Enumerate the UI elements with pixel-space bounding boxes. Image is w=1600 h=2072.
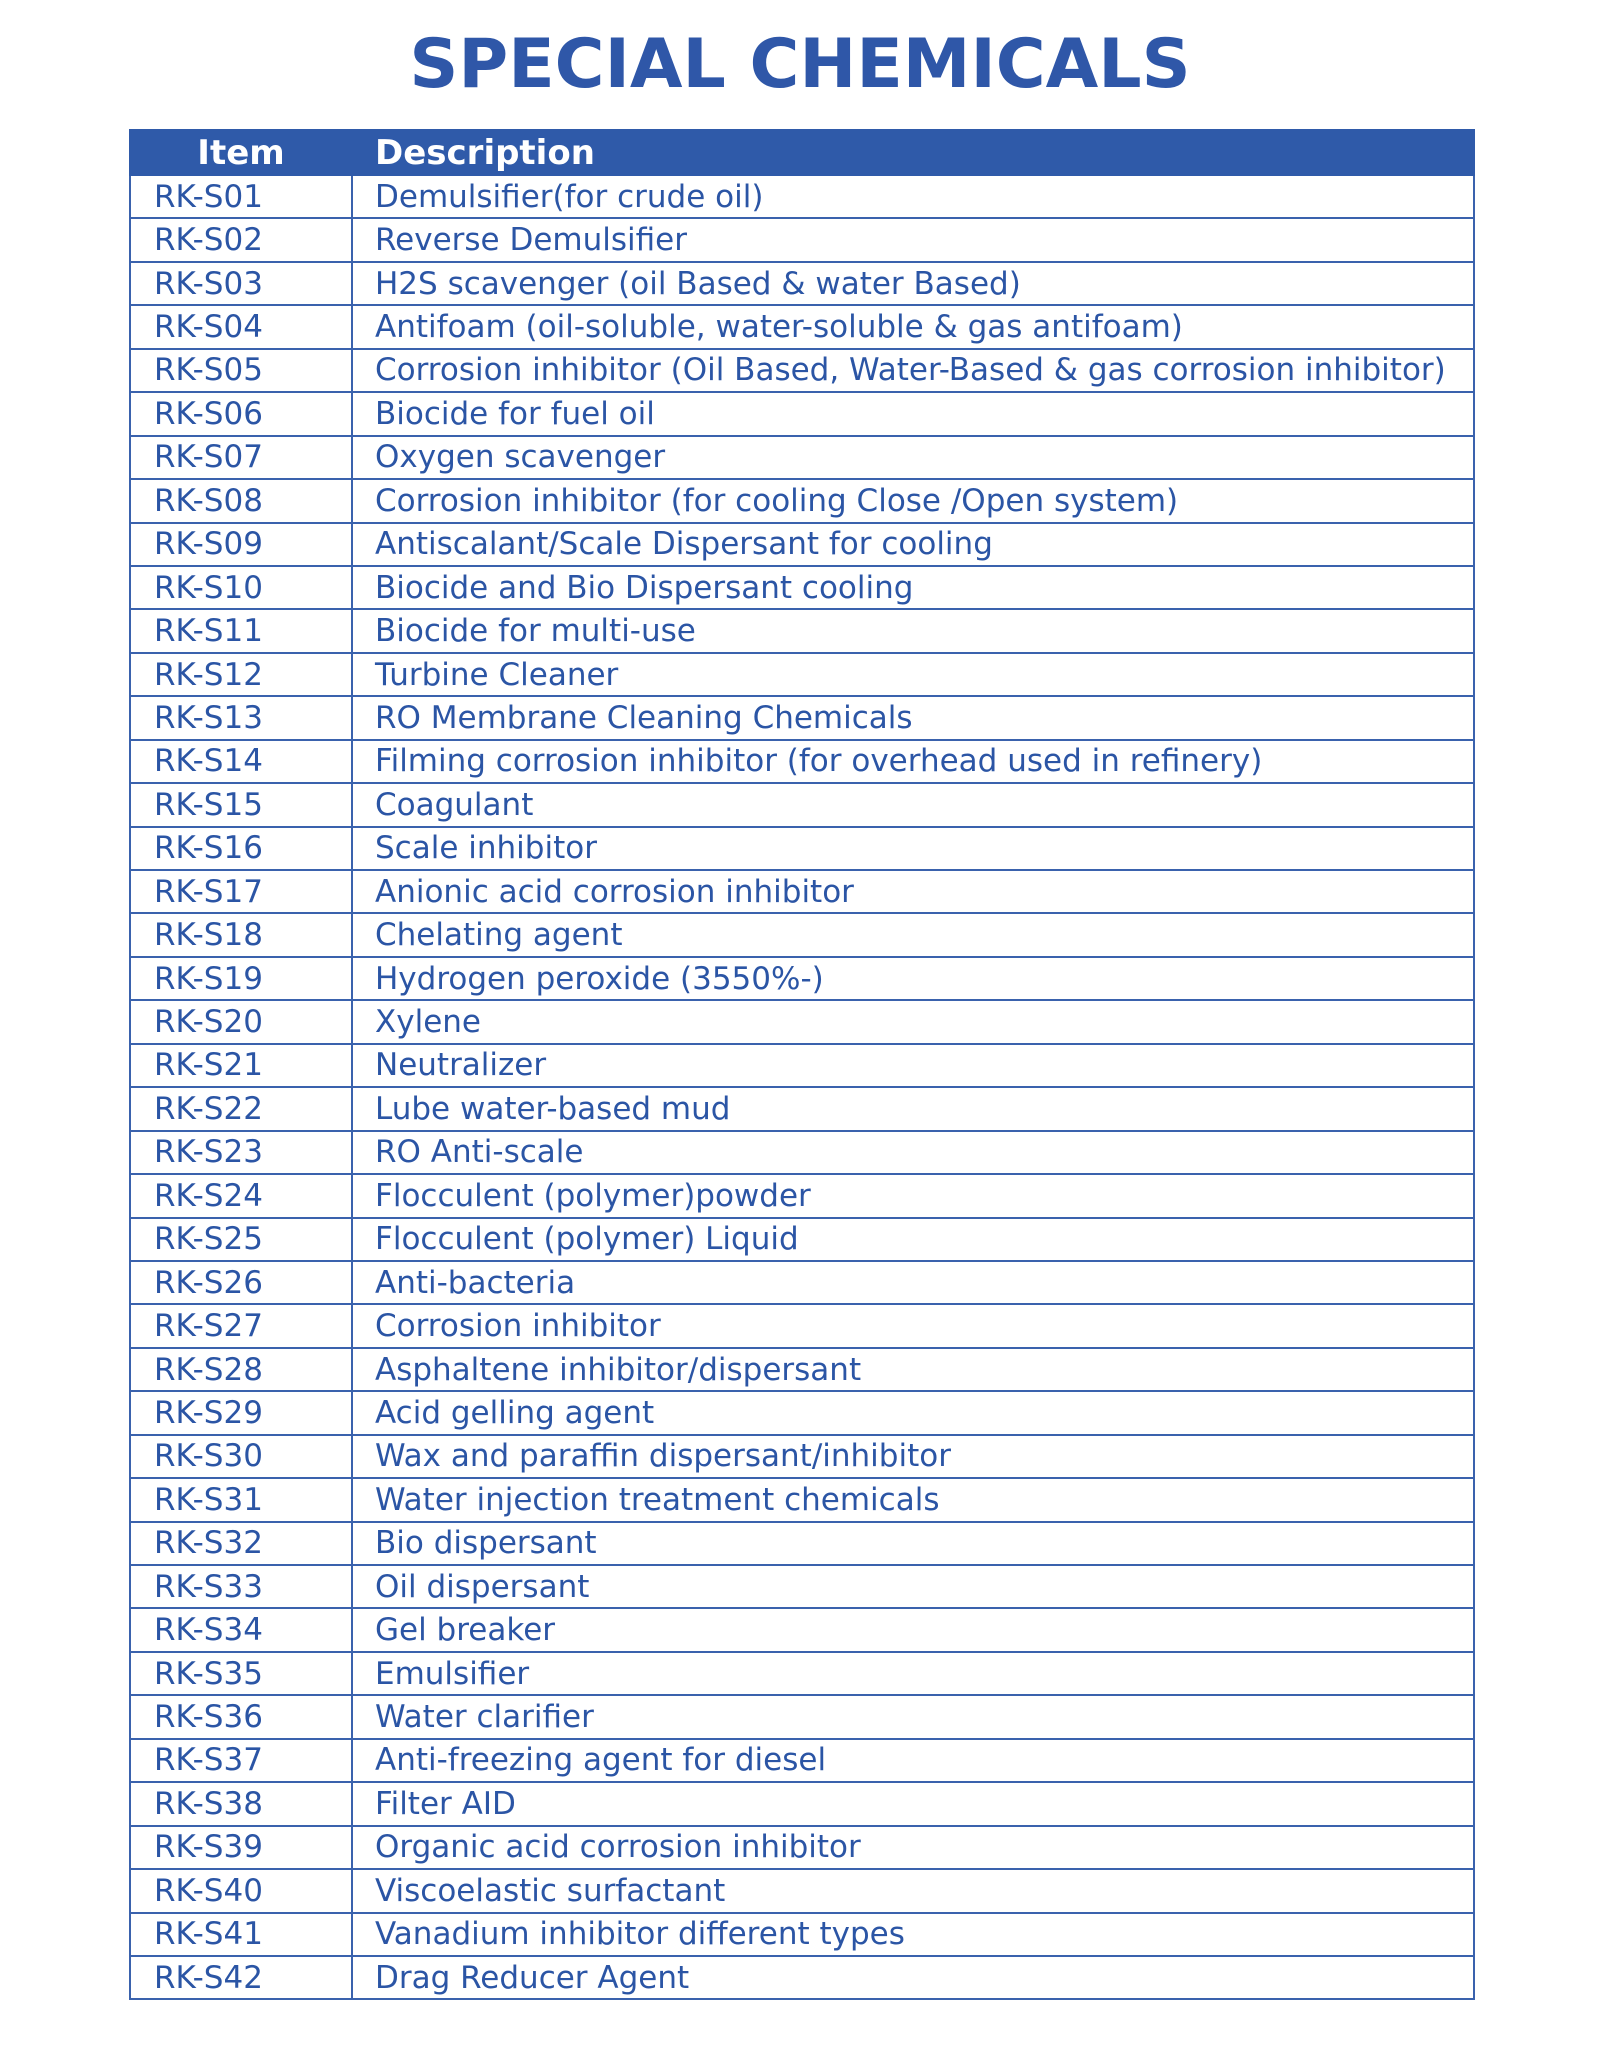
item-code-cell: RK-S03 [130, 262, 352, 305]
item-code-cell: RK-S08 [130, 479, 352, 522]
table-row [130, 1478, 1474, 1521]
item-code-cell: RK-S42 [130, 1956, 352, 1999]
item-code-cell: RK-S34 [130, 1608, 352, 1651]
table-row [130, 783, 1474, 826]
table-row [130, 740, 1474, 783]
description-cell: Lube water-based mud [352, 1087, 1474, 1130]
description-cell: Flocculent (polymer)powder [352, 1174, 1474, 1217]
item-code-cell: RK-S01 [130, 175, 352, 218]
description-cell: Wax and paraffin dispersant/inhibitor [352, 1435, 1474, 1478]
item-code-cell: RK-S13 [130, 696, 352, 739]
table-row [130, 1956, 1474, 1999]
table-row [130, 1782, 1474, 1825]
description-cell: Vanadium inhibitor different types [352, 1913, 1474, 1956]
table-row [130, 436, 1474, 479]
item-code-cell: RK-S20 [130, 1000, 352, 1043]
description-cell: Filter AID [352, 1782, 1474, 1825]
description-cell: Turbine Cleaner [352, 653, 1474, 696]
description-cell: Emulsifier [352, 1652, 1474, 1695]
table-row [130, 1218, 1474, 1261]
page-title: SPECIAL CHEMICALS [409, 25, 1191, 104]
item-code-cell: RK-S33 [130, 1565, 352, 1608]
item-code-cell: RK-S06 [130, 392, 352, 435]
item-code-cell: RK-S07 [130, 436, 352, 479]
description-cell: Water clarifier [352, 1695, 1474, 1738]
table-row [130, 566, 1474, 609]
item-code-cell: RK-S12 [130, 653, 352, 696]
description-cell: Biocide and Bio Dispersant cooling [352, 566, 1474, 609]
table-body [130, 175, 1474, 1999]
table-row [130, 1174, 1474, 1217]
description-cell: Hydrogen peroxide (3550%-) [352, 957, 1474, 1000]
description-cell: RO Membrane Cleaning Chemicals [352, 696, 1474, 739]
description-cell: Coagulant [352, 783, 1474, 826]
table-row [130, 1695, 1474, 1738]
description-cell: Gel breaker [352, 1608, 1474, 1651]
table-row [130, 262, 1474, 305]
item-code-cell: RK-S41 [130, 1913, 352, 1956]
item-code-cell: RK-S24 [130, 1174, 352, 1217]
description-cell: Reverse Demulsifier [352, 218, 1474, 261]
table-row [130, 1826, 1474, 1869]
description-cell: Viscoelastic surfactant [352, 1869, 1474, 1912]
item-code-cell: RK-S25 [130, 1218, 352, 1261]
item-code-cell: RK-S26 [130, 1261, 352, 1304]
table-row [130, 1131, 1474, 1174]
description-cell: Organic acid corrosion inhibitor [352, 1826, 1474, 1869]
description-cell: Antiscalant/Scale Dispersant for cooling [352, 523, 1474, 566]
item-code-cell: RK-S04 [130, 305, 352, 348]
description-cell: Demulsifier(for crude oil) [352, 175, 1474, 218]
table-row [130, 1739, 1474, 1782]
item-code-cell: RK-S28 [130, 1348, 352, 1391]
item-code-cell: RK-S36 [130, 1695, 352, 1738]
table-row [130, 218, 1474, 261]
table-row [130, 392, 1474, 435]
table-row [130, 1304, 1474, 1347]
item-code-cell: RK-S02 [130, 218, 352, 261]
item-code-cell: RK-S15 [130, 783, 352, 826]
item-code-cell: RK-S11 [130, 609, 352, 652]
description-cell: Xylene [352, 1000, 1474, 1043]
table-row [130, 696, 1474, 739]
table-row [130, 1044, 1474, 1087]
table-row [130, 1000, 1474, 1043]
item-code-cell: RK-S38 [130, 1782, 352, 1825]
description-cell: Corrosion inhibitor [352, 1304, 1474, 1347]
item-code-cell: RK-S09 [130, 523, 352, 566]
table-row [130, 1522, 1474, 1565]
description-cell: RO Anti-scale [352, 1131, 1474, 1174]
item-code-cell: RK-S21 [130, 1044, 352, 1087]
table-row [130, 609, 1474, 652]
description-cell: Scale inhibitor [352, 827, 1474, 870]
description-cell: Anti-bacteria [352, 1261, 1474, 1304]
description-cell: Bio dispersant [352, 1522, 1474, 1565]
item-code-cell: RK-S17 [130, 870, 352, 913]
column-header-item: Item [130, 130, 352, 175]
table-row [130, 1435, 1474, 1478]
description-cell: Acid gelling agent [352, 1391, 1474, 1434]
item-code-cell: RK-S05 [130, 349, 352, 392]
item-code-cell: RK-S10 [130, 566, 352, 609]
description-cell: Anti-freezing agent for diesel [352, 1739, 1474, 1782]
item-code-cell: RK-S23 [130, 1131, 352, 1174]
table-row [130, 523, 1474, 566]
item-code-cell: RK-S32 [130, 1522, 352, 1565]
table-row [130, 1261, 1474, 1304]
item-code-cell: RK-S16 [130, 827, 352, 870]
table-row [130, 1087, 1474, 1130]
description-cell: Asphaltene inhibitor/dispersant [352, 1348, 1474, 1391]
table-row [130, 349, 1474, 392]
table-row [130, 1652, 1474, 1695]
item-code-cell: RK-S37 [130, 1739, 352, 1782]
column-header-description: Description [352, 130, 1474, 175]
description-cell: Water injection treatment chemicals [352, 1478, 1474, 1521]
table-row [130, 957, 1474, 1000]
item-code-cell: RK-S29 [130, 1391, 352, 1434]
description-cell: Oxygen scavenger [352, 436, 1474, 479]
item-code-cell: RK-S22 [130, 1087, 352, 1130]
item-code-cell: RK-S18 [130, 913, 352, 956]
table-header-row [130, 130, 1474, 175]
table-row [130, 1391, 1474, 1434]
description-cell: Anionic acid corrosion inhibitor [352, 870, 1474, 913]
table-row [130, 1608, 1474, 1651]
description-cell: Filming corrosion inhibitor (for overhead used in refinery) [352, 740, 1474, 783]
description-cell: Flocculent (polymer) Liquid [352, 1218, 1474, 1261]
description-cell: Chelating agent [352, 913, 1474, 956]
chemicals-table [129, 129, 1475, 2000]
description-cell: Neutralizer [352, 1044, 1474, 1087]
description-cell: Corrosion inhibitor (for cooling Close /Open system) [352, 479, 1474, 522]
item-code-cell: RK-S27 [130, 1304, 352, 1347]
description-cell: Corrosion inhibitor (Oil Based, Water-Based & gas corrosion inhibitor) [352, 349, 1474, 392]
table-row [130, 1565, 1474, 1608]
description-cell: Biocide for fuel oil [352, 392, 1474, 435]
item-code-cell: RK-S30 [130, 1435, 352, 1478]
description-cell: Antifoam (oil-soluble, water-soluble & gas antifoam) [352, 305, 1474, 348]
description-cell: Biocide for multi-use [352, 609, 1474, 652]
table-row [130, 1869, 1474, 1912]
description-cell: Oil dispersant [352, 1565, 1474, 1608]
item-code-cell: RK-S39 [130, 1826, 352, 1869]
description-cell: H2S scavenger (oil Based & water Based) [352, 262, 1474, 305]
table-row [130, 479, 1474, 522]
table-row [130, 175, 1474, 218]
table-row [130, 305, 1474, 348]
table-row [130, 1348, 1474, 1391]
description-cell: Drag Reducer Agent [352, 1956, 1474, 1999]
table-row [130, 1913, 1474, 1956]
table-row [130, 913, 1474, 956]
table-row [130, 827, 1474, 870]
item-code-cell: RK-S31 [130, 1478, 352, 1521]
item-code-cell: RK-S14 [130, 740, 352, 783]
item-code-cell: RK-S35 [130, 1652, 352, 1695]
table-row [130, 870, 1474, 913]
table-row [130, 653, 1474, 696]
item-code-cell: RK-S40 [130, 1869, 352, 1912]
item-code-cell: RK-S19 [130, 957, 352, 1000]
